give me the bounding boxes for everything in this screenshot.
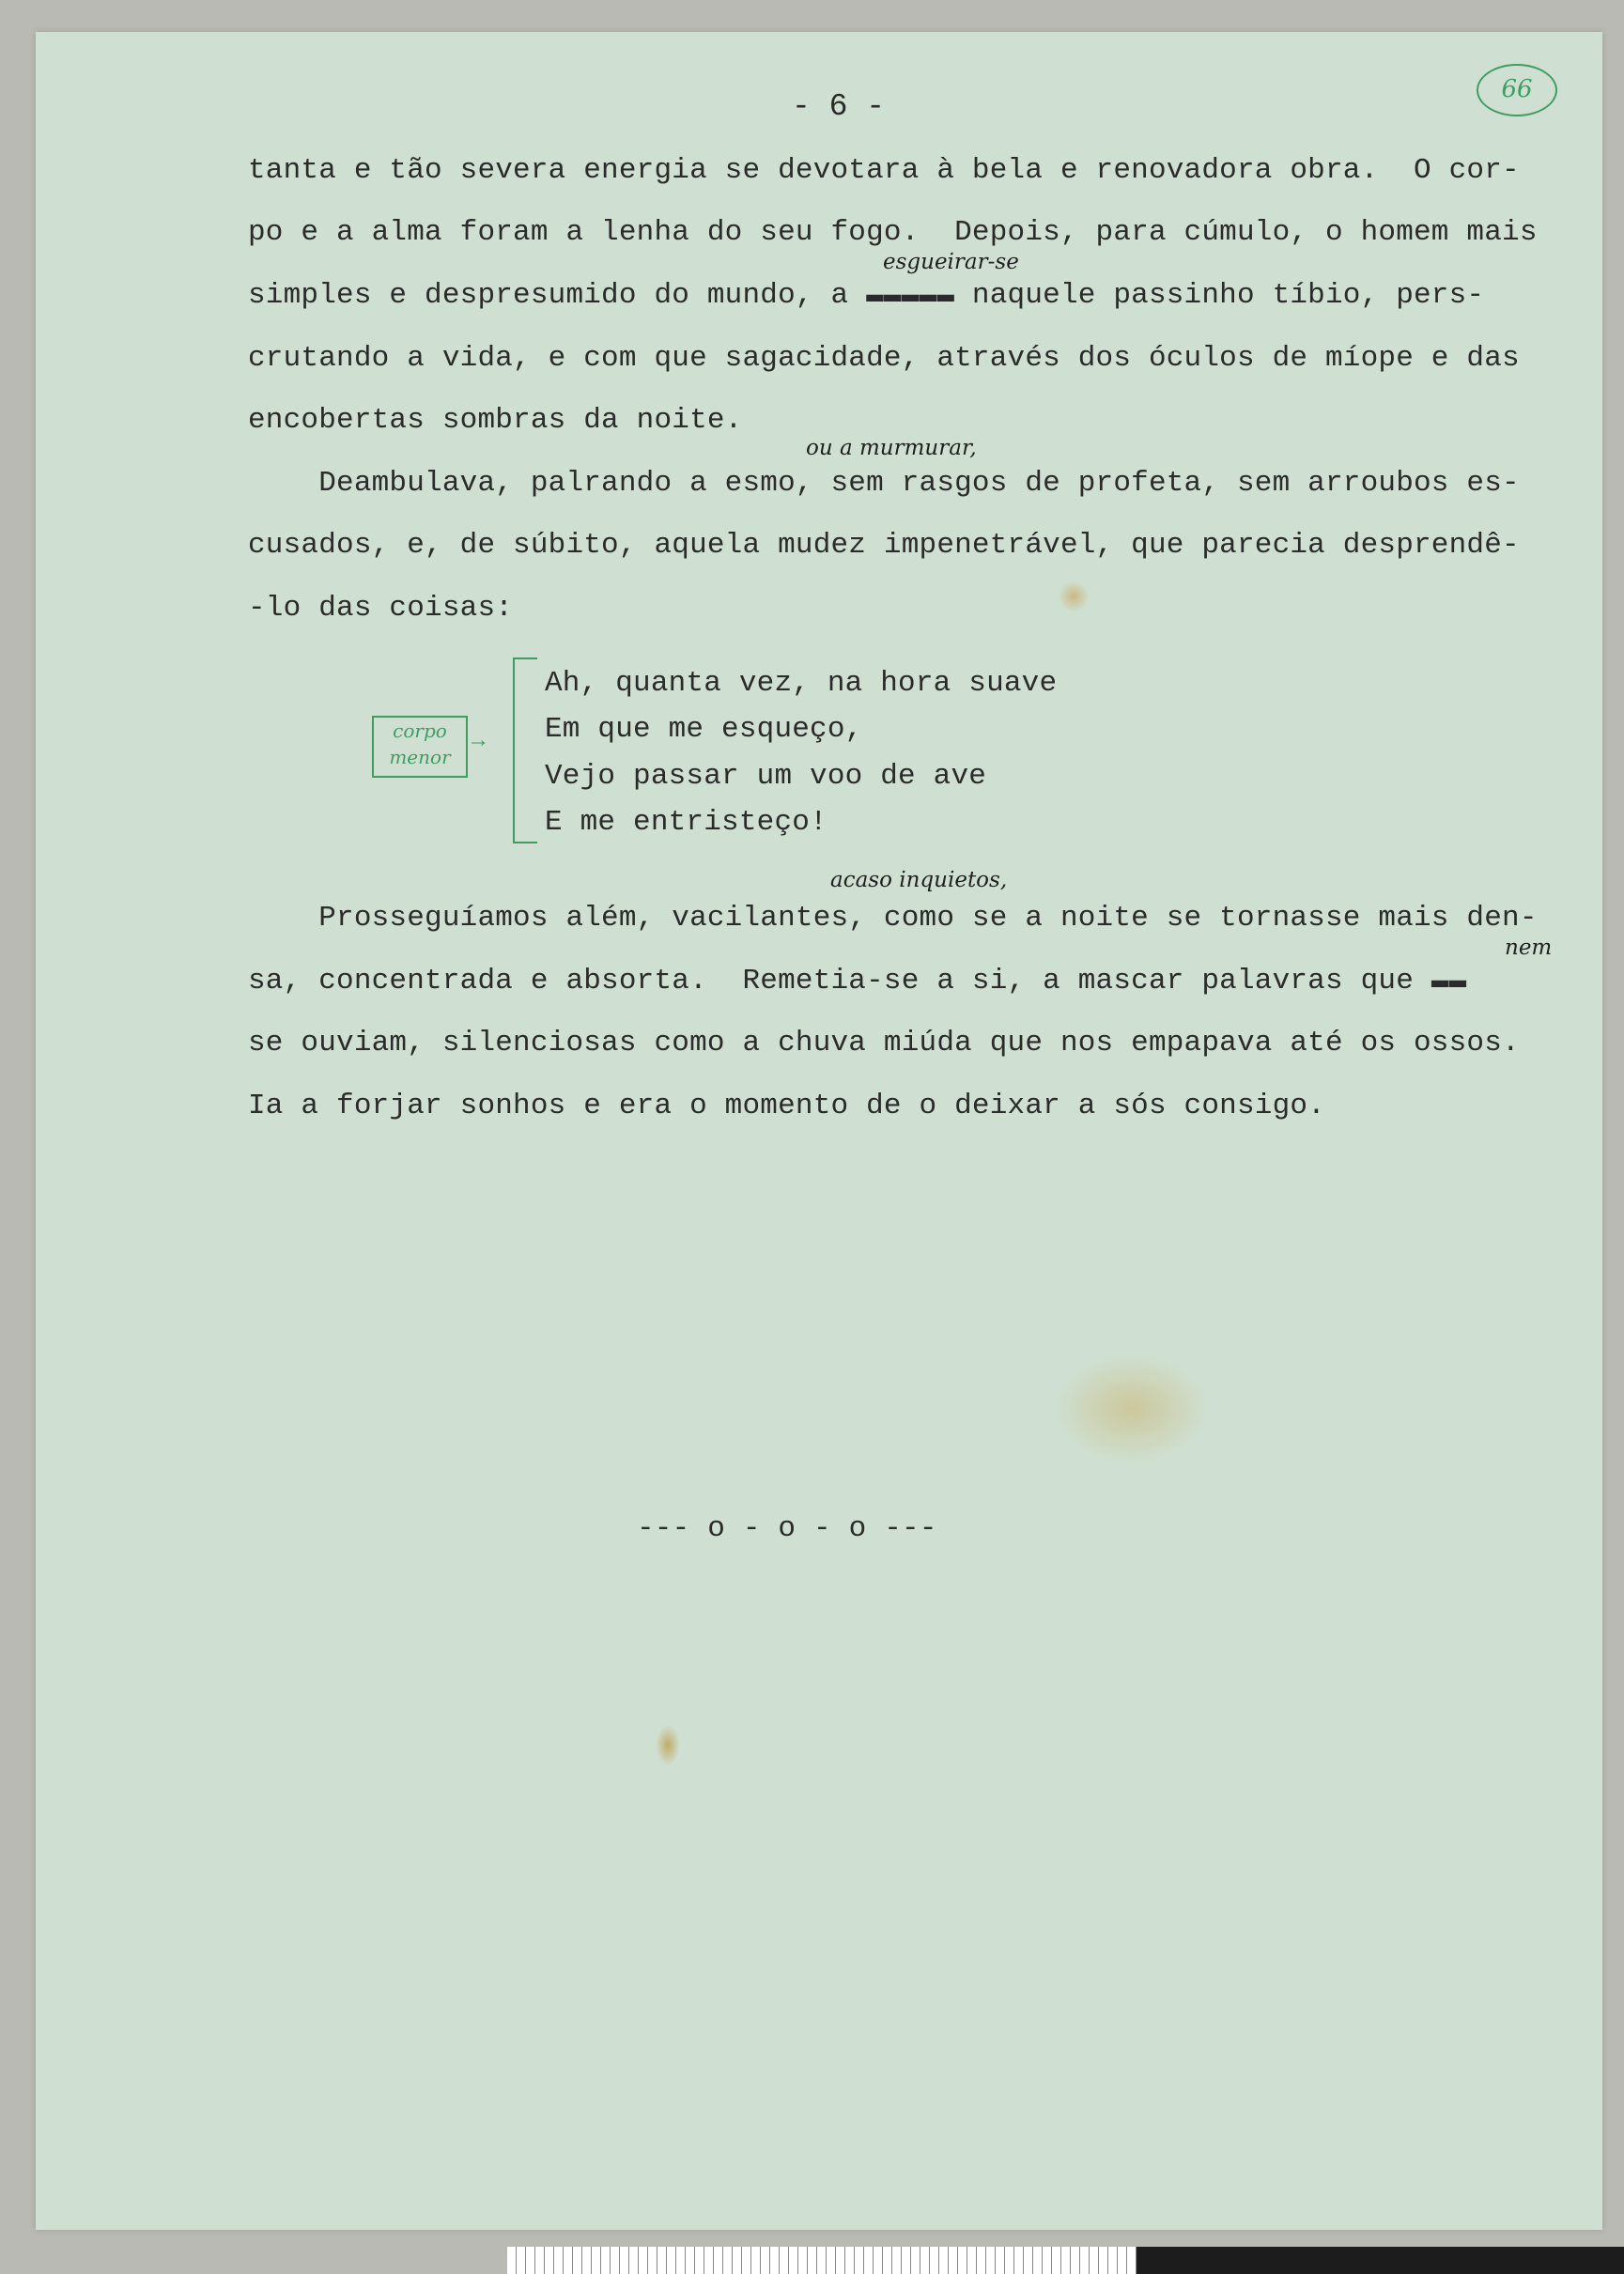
section-end-mark: --- o - o - o --- [637,1512,937,1545]
color-bar [1137,2247,1624,2274]
verse-line: E me entristeço! [545,806,827,839]
text-line: tanta e tão severa energia se devotara à bela e renovadora obra. O cor- [248,154,1520,187]
text-line: Ia a forjar sonhos e era o momento de o deixar a sós consigo. [248,1090,1325,1122]
arrow-icon: → [472,729,486,754]
text-line: se ouviam, silenciosas como a chuva miúda que nos empapava até os ossos. [248,1027,1520,1060]
text-line: encobertas sombras da noite. [248,404,743,437]
margin-note-box: corpo menor [372,716,468,778]
text-line: po e a alma foram a lenha do seu fogo. Depois, para cúmulo, o homem mais [248,216,1538,249]
page-number: - 6 - [792,89,886,124]
text-line: -lo das coisas: [248,592,514,625]
text-line: Prosseguíamos além, vacilantes, como se a noite se tornasse mais den- [248,902,1538,935]
text-line: crutando a vida, e com que sagacidade, através dos óculos de míope e das [248,342,1520,375]
text-line: Deambulava, palrando a esmo, sem rasgos de profeta, sem arroubos es- [248,467,1520,500]
text-line: cusados, e, de súbito, aquela mudez impenetrável, que parecia desprendê- [248,529,1520,562]
text-line: sa, concentrada e absorta. Remetia-se a si, a mascar palavras que ▬▬ [248,965,1467,998]
verse-line: Em que me esqueço, [545,713,863,746]
folio-number: 66 [1477,64,1557,116]
verse-bracket [513,657,537,843]
text-line: simples e despresumido do mundo, a ▬▬▬▬▬ naquele passinho tíbio, pers- [248,279,1485,312]
verse-line: Vejo passar um voo de ave [545,760,987,793]
handwritten-insertion: ou a murmurar, [806,436,977,460]
handwritten-insertion: esgueirar-se [883,250,1019,274]
verse-line: Ah, quanta vez, na hora suave [545,667,1058,700]
handwritten-insertion: acaso inquietos, [830,868,1008,892]
handwritten-insertion: nem [1505,936,1553,960]
